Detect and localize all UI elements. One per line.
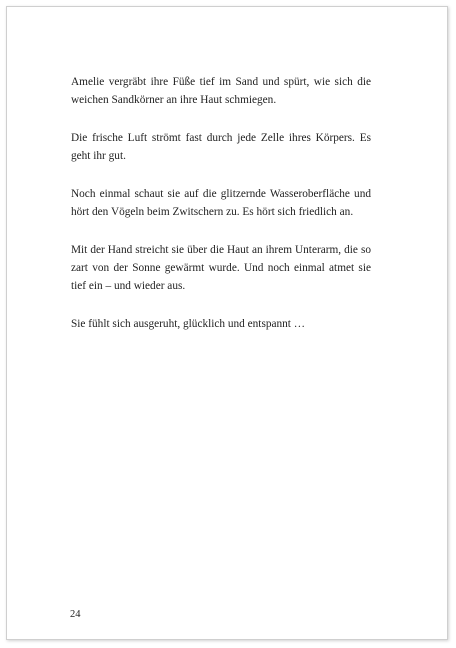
paragraph-2: Die frische Luft strömt fast durch jede Zelle ihres Körpers. Es geht ihr gut. xyxy=(71,132,371,162)
paragraph-3: Noch einmal schaut sie auf die glitzernde Wasseroberfläche und hört den Vögeln beim Zwitschern zu. Es hört sich friedlich an. xyxy=(71,188,371,218)
book-page xyxy=(6,6,448,640)
body-text xyxy=(71,73,371,353)
paragraph-5: Sie fühlt sich ausgeruht, glücklich und entspannt … xyxy=(71,318,306,330)
page-number: 24 xyxy=(70,609,81,620)
paragraph-1: Amelie vergräbt ihre Füße tief im Sand und spürt, wie sich die weichen Sandkörner an ihre Haut schmiegen. xyxy=(71,76,371,106)
paragraph-4: Mit der Hand streicht sie über die Haut an ihrem Unterarm, die so zart von der Sonne gewärmt wurde. Und noch einmal atmet sie tief ein – und wieder aus. xyxy=(71,244,371,292)
